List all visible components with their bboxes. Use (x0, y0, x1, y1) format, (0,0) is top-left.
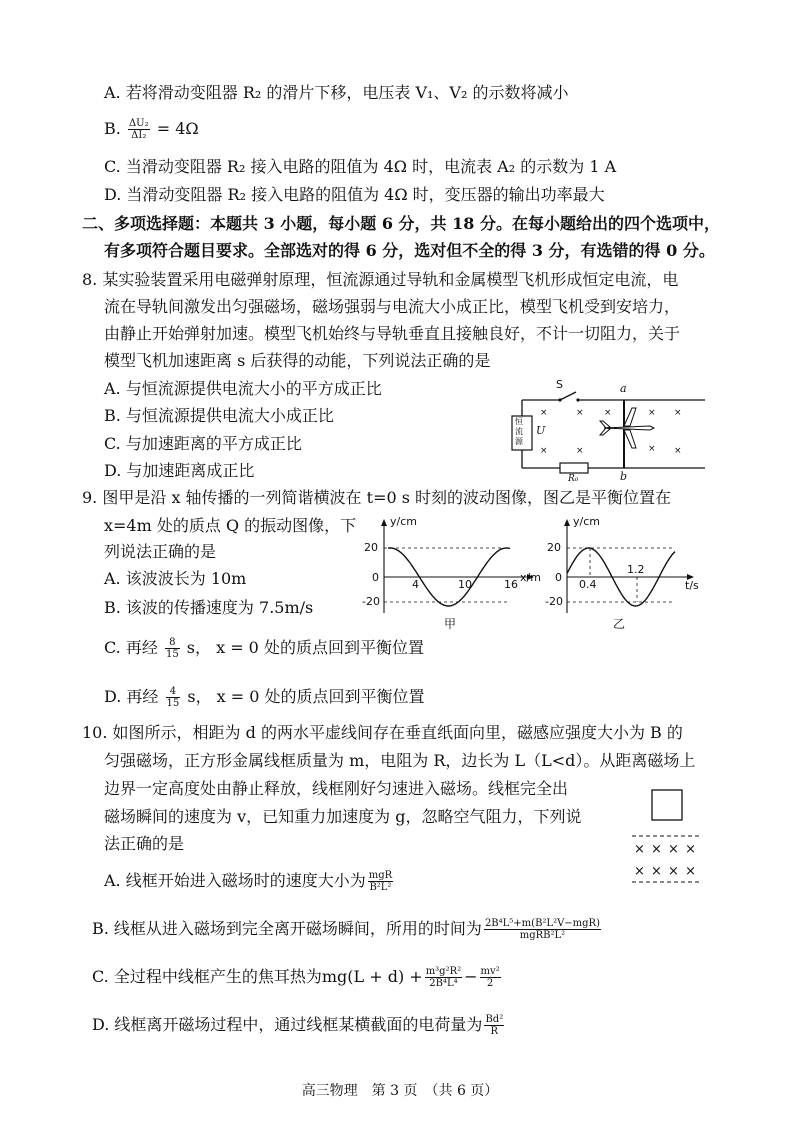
q10-c-numerator-1: m³g²R² (425, 966, 462, 977)
field-cross-icon: × (648, 408, 656, 418)
field-cross-icon: × (576, 446, 584, 456)
q10-c-denominator-1: 2B⁴L⁴ (429, 978, 458, 989)
q10-c-numerator-2: mv² (480, 966, 500, 977)
q9-d-numerator: 4 (166, 686, 181, 698)
field-cross-icon: × (674, 446, 682, 456)
q9-yi-ytick-0: 0 (555, 571, 562, 584)
q10-option-b (92, 918, 603, 941)
q9-jia-xtick-10: 10 (458, 578, 472, 591)
q8-resistor-label: R₀ (568, 474, 579, 484)
q8-stem-2: 流在导轨间激发出匀强磁场，磁场强弱与电流大小成正比，模型飞机受到安培力， (104, 297, 681, 316)
q10-option-c-fraction-2 (480, 966, 501, 989)
q9-stem-1: 9. 图甲是沿 x 轴传播的一列简谐横波在 t=0 s 时刻的波动图像，图乙是平衡位置在 (82, 488, 672, 507)
q8-voltage-label: U (536, 424, 546, 437)
q8-option-b: B. 与恒流源提供电流大小成正比 (104, 406, 334, 425)
field-cross-icon: × (540, 408, 548, 418)
q10-option-b-text: B. 线框从进入磁场到完全离开磁场瞬间，所用的时间为 (92, 919, 482, 938)
q10-field-row-2: × × × × (634, 864, 697, 879)
q10-option-c (92, 966, 503, 989)
q8-option-c: C. 与加速距离的平方成正比 (104, 434, 302, 453)
q7-b-numerator: ΔU₂ (128, 118, 149, 129)
q10-d-denominator: R (490, 1026, 499, 1037)
q9-wave-graph-jia (360, 515, 540, 633)
q9-option-a: A. 该波波长为 10m (104, 569, 247, 588)
q8-option-a: A. 与恒流源提供电流大小的平方成正比 (104, 379, 382, 398)
q8-option-d: D. 与加速距离成正比 (104, 461, 255, 480)
q10-option-c-text: C. 全过程中线框产生的焦耳热为mg(L + d) + (92, 967, 423, 986)
q9-jia-xtick-16: 16 (504, 578, 518, 591)
q10-option-d (92, 1014, 506, 1037)
q10-option-a (104, 870, 395, 893)
q7-option-c: C. 当滑动变阻器 R₂ 接入电路的阻值为 4Ω 时，电流表 A₂ 的示数为 1 A (104, 157, 617, 176)
field-cross-icon: × (576, 408, 584, 418)
q8-rail-figure (500, 378, 710, 486)
q7-b-denominator: ΔI₂ (131, 130, 147, 141)
q9-option-c (104, 637, 424, 660)
q9-yi-caption: 乙 (613, 617, 626, 631)
q7-option-d: D. 当滑动变阻器 R₂ 接入电路的阻值为 4Ω 时，变压器的输出功率最大 (104, 185, 605, 204)
q9-jia-ytick-0: 0 (372, 571, 379, 584)
q9-jia-caption: 甲 (444, 617, 457, 631)
field-cross-icon: × (648, 444, 656, 454)
q9-yi-xtick-04: 0.4 (579, 578, 597, 591)
q9-option-c-fraction (165, 637, 180, 660)
q10-b-numerator: 2B⁴L⁵+m(B²L²V−mgR) (484, 918, 600, 929)
q9-stem-3: 列说法正确的是 (104, 542, 217, 561)
q9-option-b: B. 该波的传播速度为 7.5m/s (104, 598, 314, 617)
q8-stem-3: 由静止开始弹射加速。模型飞机始终与导轨垂直且接触良好，不计一切阻力，关于 (104, 324, 681, 343)
q9-option-d (104, 686, 425, 709)
q9-option-c-label: C. 再经 (104, 638, 158, 657)
q9-option-d-label: D. 再经 (104, 687, 159, 706)
q7-option-b (104, 118, 199, 141)
q8-source-label: 恒流源 (515, 417, 523, 446)
q9-jia-xlabel: x/m (520, 571, 541, 584)
q10-a-numerator: mgR (368, 870, 393, 881)
q7-option-a: A. 若将滑动变阻器 R₂ 的滑片下移，电压表 V₁、V₂ 的示数将减小 (104, 83, 569, 102)
q8-stem-1: 8. 某实验装置采用电磁弹射原理，恒流源通过导轨和金属模型飞机形成恒定电流，电 (82, 270, 679, 289)
q9-yi-xtick-12: 1.2 (627, 563, 645, 576)
q9-yi-ytick-20: 20 (547, 541, 561, 554)
q10-stem-1: 10. 如图所示，相距为 d 的两水平虚线间存在垂直纸面向里，磁感应强度大小为 B 的 (82, 723, 683, 742)
section2-instruction-2: 有多项符合题目要求。全部选对的得 6 分，选对但不全的得 3 分，有选错的得 0 分。 (104, 241, 715, 260)
q8-point-a-label: a (620, 382, 627, 395)
q7-option-b-value: = 4Ω (156, 119, 199, 138)
page-footer: 高三物理 第 3 页 （共 6 页） (301, 1083, 499, 1099)
q9-vibration-graph-yi (545, 515, 700, 633)
field-cross-icon: × (540, 446, 548, 456)
q9-option-c-rest: s， x = 0 处的质点回到平衡位置 (186, 638, 424, 657)
q10-field-row-1: × × × × (634, 842, 697, 857)
q9-jia-ytick-neg20: -20 (362, 595, 380, 608)
q10-stem-3: 边界一定高度处由静止释放，线框刚好匀速进入磁场。线框完全出 (104, 779, 569, 798)
q10-c-denominator-2: 2 (486, 978, 494, 989)
q10-option-a-fraction (368, 870, 393, 893)
q10-stem-2: 匀强磁场，正方形金属线框质量为 m，电阻为 R，边长为 L（L<d）。从距离磁场上 (104, 751, 696, 770)
q9-jia-xtick-4: 4 (412, 578, 419, 591)
field-cross-icon: × (674, 408, 682, 418)
q10-d-numerator: Bd² (485, 1014, 504, 1025)
q9-yi-xlabel: t/s (685, 579, 699, 592)
q9-jia-ylabel: y/cm (390, 515, 417, 528)
q8-stem-4: 模型飞机加速距离 s 后获得的动能，下列说法正确的是 (104, 351, 491, 370)
q7-option-b-fraction (128, 118, 150, 141)
q8-switch-label: S (556, 378, 563, 391)
q9-c-numerator: 8 (165, 637, 180, 649)
q10-stem-5: 法正确的是 (104, 834, 185, 853)
section2-instruction-1: 二、多项选择题：本题共 3 小题，每小题 6 分，共 18 分。在每小题给出的四个选项中， (82, 214, 720, 233)
q10-frame-figure (628, 788, 708, 888)
q10-option-d-text: D. 线框离开磁场过程中，通过线框某横截面的电荷量为 (92, 1015, 483, 1034)
q9-option-d-rest: s， x = 0 处的质点回到平衡位置 (187, 687, 425, 706)
q9-yi-ylabel: y/cm (573, 515, 600, 528)
q10-a-denominator: B²L² (369, 882, 392, 893)
q9-option-d-fraction (166, 686, 181, 709)
q10-stem-4: 磁场瞬间的速度为 v，已知重力加速度为 g，忽略空气阻力，下列说 (104, 807, 582, 826)
q9-d-denominator: 15 (166, 698, 180, 709)
q9-jia-ytick-20: 20 (364, 541, 378, 554)
q10-option-c-minus: − (464, 967, 478, 986)
q9-stem-2: x=4m 处的质点 Q 的振动图像，下 (104, 516, 357, 535)
q9-c-denominator: 15 (165, 649, 179, 660)
q10-option-b-fraction (484, 918, 601, 941)
q8-point-b-label: b (620, 470, 628, 483)
q10-option-d-fraction (484, 1014, 504, 1037)
q9-yi-ytick-neg20: -20 (545, 595, 563, 608)
q10-option-a-text: A. 线框开始进入磁场时的速度大小为 (104, 871, 366, 890)
field-cross-icon: × (604, 408, 612, 418)
q10-b-denominator: mgRB²L² (519, 930, 566, 941)
q7-option-b-label: B. (104, 119, 121, 138)
q10-option-c-fraction-1 (425, 966, 462, 989)
